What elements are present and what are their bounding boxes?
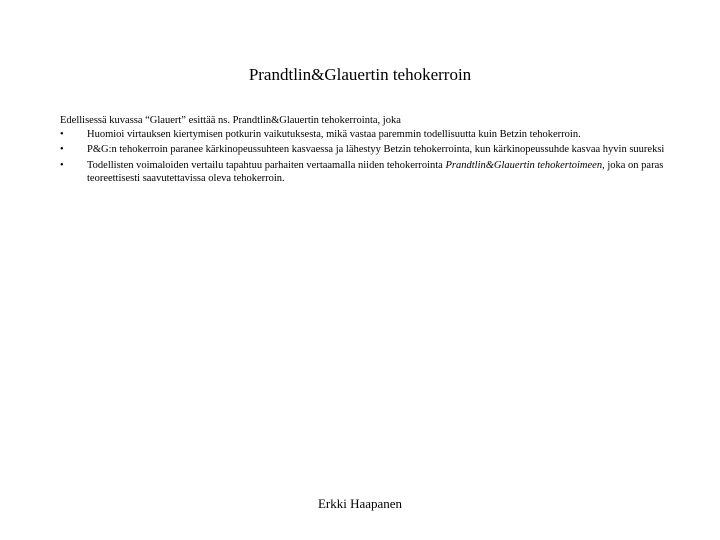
bullet-text: Huomioi virtauksen kiertymisen potkurin vaikutuksesta, mikä vastaa paremmin todellisuutta kuin Betzin tehokerroin. — [87, 128, 581, 140]
list-item — [60, 143, 670, 157]
footer-author: Erkki Haapanen — [317, 496, 403, 511]
intro-text: Edellisessä kuvassa “Glauert” esittää ns. Prandtlin&Glauertin tehokerrointa, joka — [60, 115, 401, 126]
bullet-text-before: Todellisten voimaloiden vertailu tapahtuu parhaiten vertaamalla niiden tehokerrointa — [87, 159, 446, 171]
bullet-text-italic: Prandtlin&Glauertin tehokertoimeen — [445, 159, 603, 171]
bullet-text-after: , joka on paras teoreettisesti saavutettavissa oleva tehokerroin. — [87, 159, 664, 184]
list-item — [60, 128, 670, 142]
bullet-text: P&G:n tehokerroin paranee kärkinopeussuhteen kasvaessa ja lähestyy Betzin tehokerrointa, kun kärkinopeussuhde kasvaa hyvin suureksi — [87, 144, 665, 155]
bullet-icon: • — [60, 159, 64, 171]
list-item — [60, 159, 670, 186]
slide-body — [60, 114, 670, 188]
bullet-icon: • — [60, 144, 64, 155]
bullet-icon: • — [60, 128, 64, 140]
slide-title: Prandtlin&Glauertin tehokerroin — [248, 65, 472, 84]
bullet-list — [60, 128, 670, 186]
bullet-text — [87, 159, 670, 186]
